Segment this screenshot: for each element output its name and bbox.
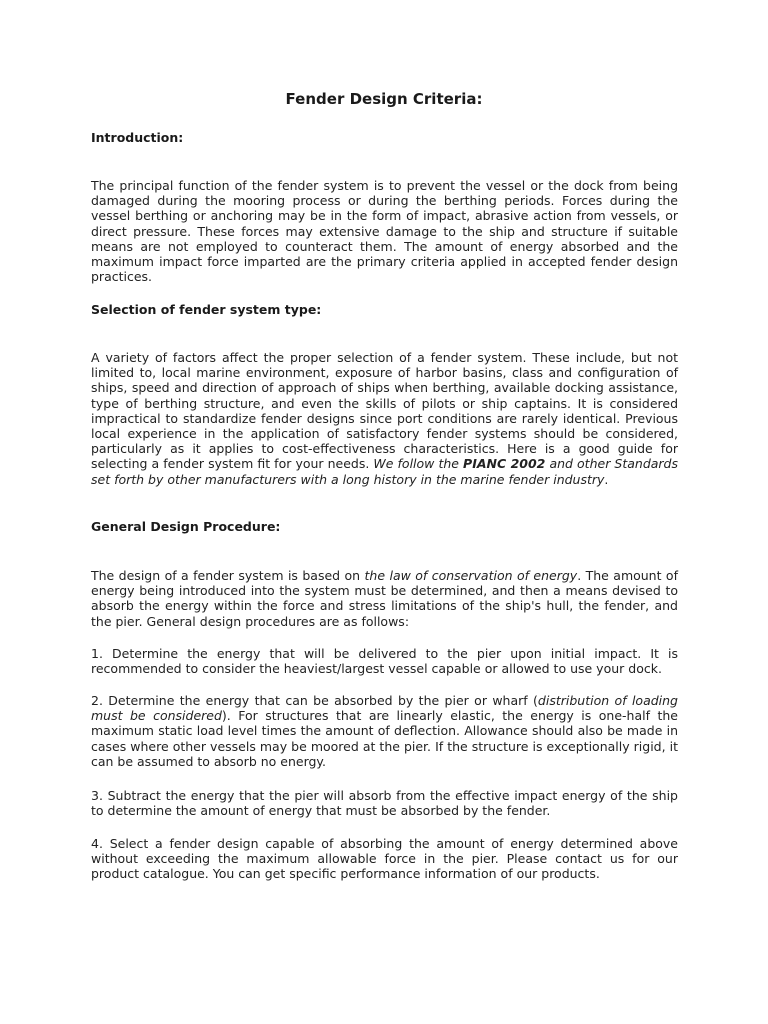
procedure-step-2: [91, 693, 678, 769]
selection-italic-a: We follow the: [373, 456, 464, 472]
introduction-heading: Introduction:: [91, 130, 184, 145]
step-2-text-a: 2. Determine the energy that can be absorbed by the pier or wharf (: [91, 693, 538, 708]
procedure-intro-paragraph: [91, 568, 678, 629]
selection-italic-b: and other Standards set forth by other manufacturers with a long history in the marine fender industry: [91, 456, 678, 487]
step-2-italic: distribution of loading must be considered: [91, 693, 678, 724]
pianc-standard: PIANC 2002: [463, 456, 546, 472]
step-2-text-b: ). For structures that are linearly elastic, the energy is one-half the maximum static load level times the amount of deflection. Allowance should also be made in cases where other vessels may be moored at the pier. If the structure is exceptionally rigid, it can be assumed to absorb no energy.: [91, 708, 678, 769]
procedure-intro-b: . The amount of energy being introduced into the system must be determined, and then a means devised to absorb the energy within the force and stress limitations of the ship's hull, the fender, and the pier. General design procedures are as follows:: [91, 568, 678, 629]
conservation-of-energy: the law of conservation of energy: [364, 568, 578, 583]
selection-end: .: [604, 471, 609, 487]
selection-text: A variety of factors affect the proper selection of a fender system. These include, but not limited to, local marine environment, exposure of harbor basins, class and configuration of ships, speed and direction of approach of ships when berthing, available docking assistance, type of berthing structure, and even the skills of pilots or ship captains. It is considered impractical to standardize fender designs since port conditions are rarely identical. Previous local experience in the application of satisfactory fender systems should be considered, particularly as it applies to cost-effectiveness characteristics. Here is a good guide for selecting a fender system fit for your needs.: [91, 350, 678, 472]
procedure-step-4: 4. Select a fender design capable of absorbing the amount of energy determined above without exceeding the maximum allowable force in the pier. Please contact us for our product catalogue. You can get specific performance information of our products.: [91, 836, 678, 882]
procedure-intro-a: The design of a fender system is based on: [91, 568, 365, 583]
selection-paragraph: [91, 350, 678, 487]
page-title: Fender Design Criteria:: [285, 90, 483, 108]
procedure-heading: General Design Procedure:: [91, 519, 281, 534]
introduction-paragraph: The principal function of the fender system is to prevent the vessel or the dock from being damaged during the mooring process or during the berthing periods. Forces during the vessel berthing or anchoring may be in the form of impact, abrasive action from vessels, or direct pressure. These forces may extensive damage to the ship and structure if suitable means are not employed to counteract them. The amount of energy absorbed and the maximum impact force imparted are the primary criteria applied in accepted fender design practices.: [91, 178, 678, 285]
procedure-step-3: 3. Subtract the energy that the pier will absorb from the effective impact energy of the ship to determine the amount of energy that must be absorbed by the fender.: [91, 788, 678, 819]
procedure-step-1: 1. Determine the energy that will be delivered to the pier upon initial impact. It is recommended to consider the heaviest/largest vessel capable or allowed to use your dock.: [91, 646, 678, 677]
selection-heading: Selection of fender system type:: [91, 302, 322, 317]
